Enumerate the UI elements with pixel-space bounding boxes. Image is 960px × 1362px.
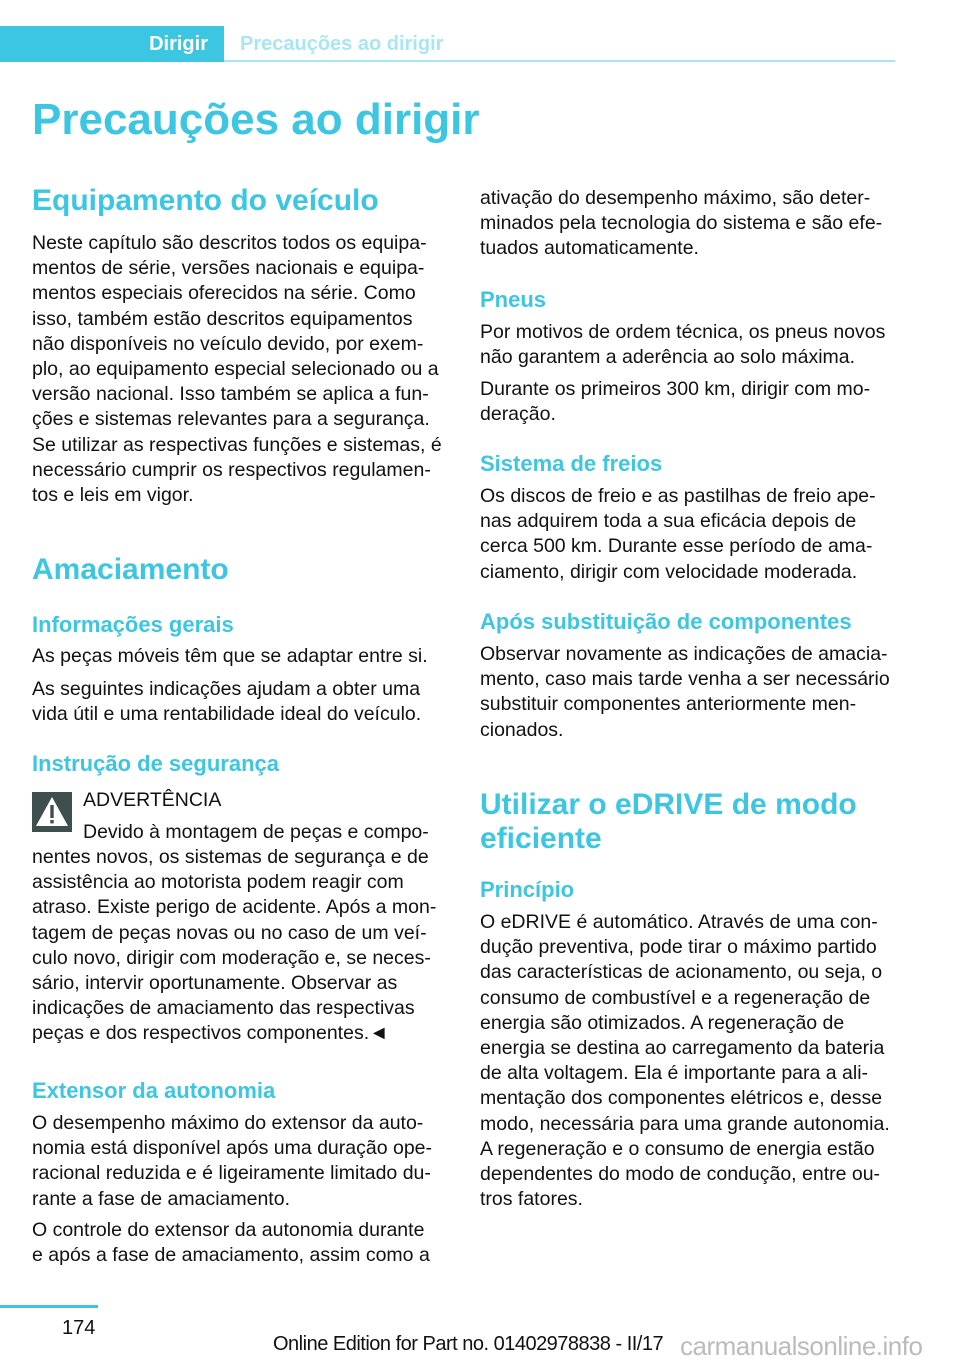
edition-text: Online Edition for Part no. 01402978838 - II/17 (273, 1333, 664, 1355)
warning-text (32, 845, 436, 1047)
paragraph-freios (480, 484, 876, 585)
text-line: ções e sistemas relevantes para a segurança. (32, 408, 430, 431)
heading-amaciamento: Amaciamento (32, 553, 229, 586)
text-line: atraso. Existe perigo de acidente. Após a mon- (32, 896, 437, 919)
paragraph-extensor-1 (32, 1111, 432, 1212)
text-line: nas adquirem toda a sua eficácia depois de (480, 510, 857, 533)
header-chapter: Dirigir (149, 33, 208, 55)
text-line: sário, intervir oportunamente. Observar as (32, 972, 398, 995)
warning-title (83, 788, 221, 813)
text-line: dependentes do modo de condução, entre ou- (480, 1163, 881, 1186)
page-title: Precauções ao dirigir (32, 95, 480, 144)
text-line: mentação dos componentes elétricos e, desse (480, 1087, 883, 1110)
heading-principio: Princípio (480, 877, 575, 902)
paragraph-info-2 (32, 677, 421, 727)
text-line: isso, também estão descritos equipamentos (32, 307, 413, 330)
text-line: Se utilizar as respectivas funções e sistemas, é (32, 433, 442, 456)
text-line: nentes novos, os sistemas de segurança e de (32, 846, 429, 868)
footer-accent-line (0, 1305, 98, 1308)
heading-informacoes: Informações gerais (32, 612, 234, 637)
text-line: mentos especiais oferecidos na série. Como (32, 282, 416, 305)
warning-icon (32, 792, 72, 832)
text-line: racional reduzida e é ligeiramente limitado du- (32, 1162, 431, 1185)
text-line: ciamento, dirigir com velocidade moderada. (480, 560, 858, 583)
paragraph-apos (480, 642, 890, 743)
text-line: das características de acionamento, ou seja, o (480, 961, 883, 984)
text-line: necessário cumprir os respectivos regulamen- (32, 458, 431, 481)
warning-text-first (83, 820, 429, 845)
text-line: tagem de peças novas ou no caso de um veí- (32, 921, 427, 944)
text-line: de alta voltagem. Ela é importante para a ali- (480, 1062, 869, 1085)
text-line: tos e leis em vigor. (32, 484, 194, 507)
heading-extensor: Extensor da autonomia (32, 1078, 276, 1103)
text-line: mentos de série, versões nacionais e equipa- (32, 257, 425, 280)
watermark: carmanualsonline.info (680, 1331, 923, 1361)
text-line: Devido à montagem de peças e compo- (83, 821, 429, 843)
text-line: tuados automaticamente. (480, 237, 699, 260)
header-section: Precauções ao dirigir (240, 33, 444, 55)
paragraph-principio (480, 910, 890, 1212)
text-line: plo, ao equipamento especial selecionado ou a (32, 358, 439, 381)
text-line: O controle do extensor da autonomia durante (32, 1219, 425, 1241)
heading-freios: Sistema de freios (480, 451, 663, 476)
text-line: versão nacional. Isso também se aplica a fun- (32, 383, 429, 406)
paragraph-equipamento (32, 231, 442, 508)
text-line: Durante os primeiros 300 km, dirigir com mo- (480, 378, 871, 400)
text-line: consumo de combustível e a regeneração de (480, 986, 871, 1009)
heading-pneus: Pneus (480, 287, 547, 312)
text-line: assistência ao motorista podem reagir com (32, 871, 404, 894)
text-line: não disponíveis no veículo devido, por exem- (32, 332, 424, 355)
text-line: vida útil e uma rentabilidade ideal do veículo. (32, 703, 422, 726)
page-number: 174 (62, 1317, 96, 1339)
text-line: peças e dos respectivos componentes.◄ (32, 1022, 389, 1045)
paragraph-pneus-1 (480, 320, 885, 370)
text-line: energia são otimizados. A regeneração de (480, 1011, 845, 1034)
text-line: substituir componentes anteriormente men- (480, 693, 857, 716)
text-line: indicações de amaciamento das respectivas (32, 997, 415, 1020)
text-line: mento, caso mais tarde venha a ser necessário (480, 668, 890, 691)
text-line: O desempenho máximo do extensor da auto- (32, 1112, 424, 1134)
text-line: Por motivos de ordem técnica, os pneus novos (480, 321, 886, 343)
text-line: Observar novamente as indicações de amacia- (480, 643, 888, 665)
text-line: As seguintes indicações ajudam a obter uma (32, 678, 421, 700)
text-line: culo novo, dirigir com moderação e, se neces- (32, 946, 431, 969)
text-line: cerca 500 km. Durante esse período de ama- (480, 535, 873, 558)
text-line: As peças móveis têm que se adaptar entre si. (32, 645, 428, 667)
paragraph-info-1 (32, 644, 428, 669)
paragraph-extensor-2 (32, 1218, 430, 1268)
text-line: dução preventiva, pode tirar o máximo partido (480, 936, 877, 959)
paragraph-pneus-2 (480, 377, 870, 427)
text-line: energia se destina ao carregamento da bateria (480, 1037, 885, 1060)
text-line: ativação do desempenho máximo, são deter- (480, 187, 871, 209)
text-line: nomia está disponível após uma duração ope- (32, 1137, 432, 1160)
text-line: ADVERTÊNCIA (83, 789, 222, 811)
heading-edrive: Utilizar o eDRIVE de modo eficiente (480, 788, 857, 855)
text-line: A regeneração e o consumo de energia estão (480, 1137, 875, 1160)
paragraph-continuation (480, 186, 882, 262)
text-line: cionados. (480, 718, 564, 741)
text-line: modo, necessária para uma grande autonomia. (480, 1112, 890, 1135)
text-line: Os discos de freio e as pastilhas de freio ape- (480, 485, 876, 507)
text-line: Neste capítulo são descritos todos os equipa- (32, 232, 427, 254)
text-line: e após a fase de amaciamento, assim como a (32, 1244, 430, 1267)
text-line: rante a fase de amaciamento. (32, 1187, 290, 1210)
text-line: deração. (480, 403, 556, 426)
text-line: O eDRIVE é automático. Através de uma con- (480, 911, 878, 933)
heading-seguranca: Instrução de segurança (32, 751, 279, 776)
heading-apos-substituicao: Após substituição de componentes (480, 609, 852, 634)
text-line: minados pela tecnologia do sistema e são efe- (480, 212, 883, 235)
text-line: não garantem a aderência ao solo máxima. (480, 346, 856, 369)
heading-equipamento: Equipamento do veículo (32, 184, 379, 217)
header-divider (224, 60, 895, 62)
text-line: tros fatores. (480, 1188, 583, 1211)
